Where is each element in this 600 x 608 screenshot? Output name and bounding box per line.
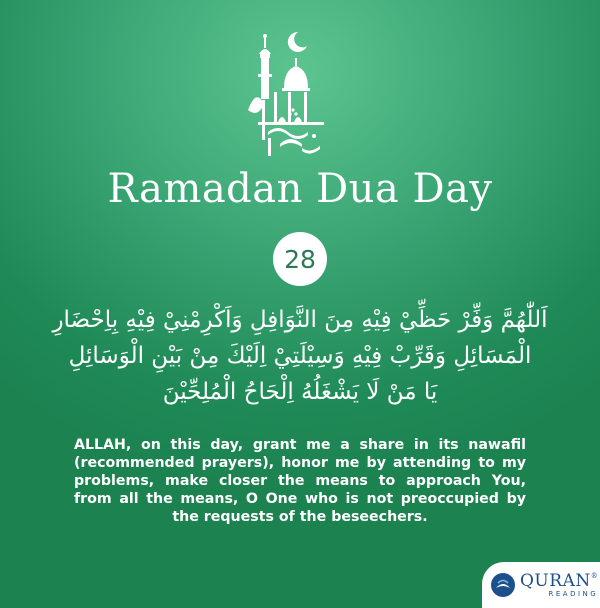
arabic-line: اَللّٰهُمَّ وَفِّرْ حَظِّيْ فِيْهِ مِنَ النَّوَافِلِ وَاَكْرِمْنِيْ فِيْهِ بِاِحْضَارِ: [52, 307, 548, 333]
mosque-crescent-calligraphy-icon: [228, 18, 368, 168]
logo-wordmark: [520, 570, 599, 598]
arabic-dua-text: [40, 302, 560, 410]
arabic-line: الْمَسَائِلِ وَقَرِّبْ فِيْهِ وَسِيْلَتِيْ اِلَيْكَ مِنْ بَيْنِ الْوَسَائِلِ: [68, 343, 532, 369]
arabic-line: يَا مَنْ لَا يَشْغَلُهُ اِلْحَاحُ الْمُلِحِّيْنَ: [162, 379, 438, 405]
logo-brand: [520, 570, 599, 591]
logo-brand-text: QURAN: [520, 570, 591, 591]
day-number-badge: 28: [273, 232, 327, 286]
english-translation: ALLAH, on this day, grant me a share in its nawafil (recommended prayers), honor me by attending to my problems, make closer the means to approach You, from all the means, O One who is not preoccupied by the requests of the beseechers.: [74, 437, 526, 525]
quran-reading-logo: [482, 562, 600, 608]
page-title: Ramadan Dua Day: [107, 166, 493, 212]
logo-registered-mark: ®: [590, 571, 599, 580]
logo-subtitle: READING: [548, 589, 599, 598]
quran-reading-logo-icon: [490, 572, 516, 598]
